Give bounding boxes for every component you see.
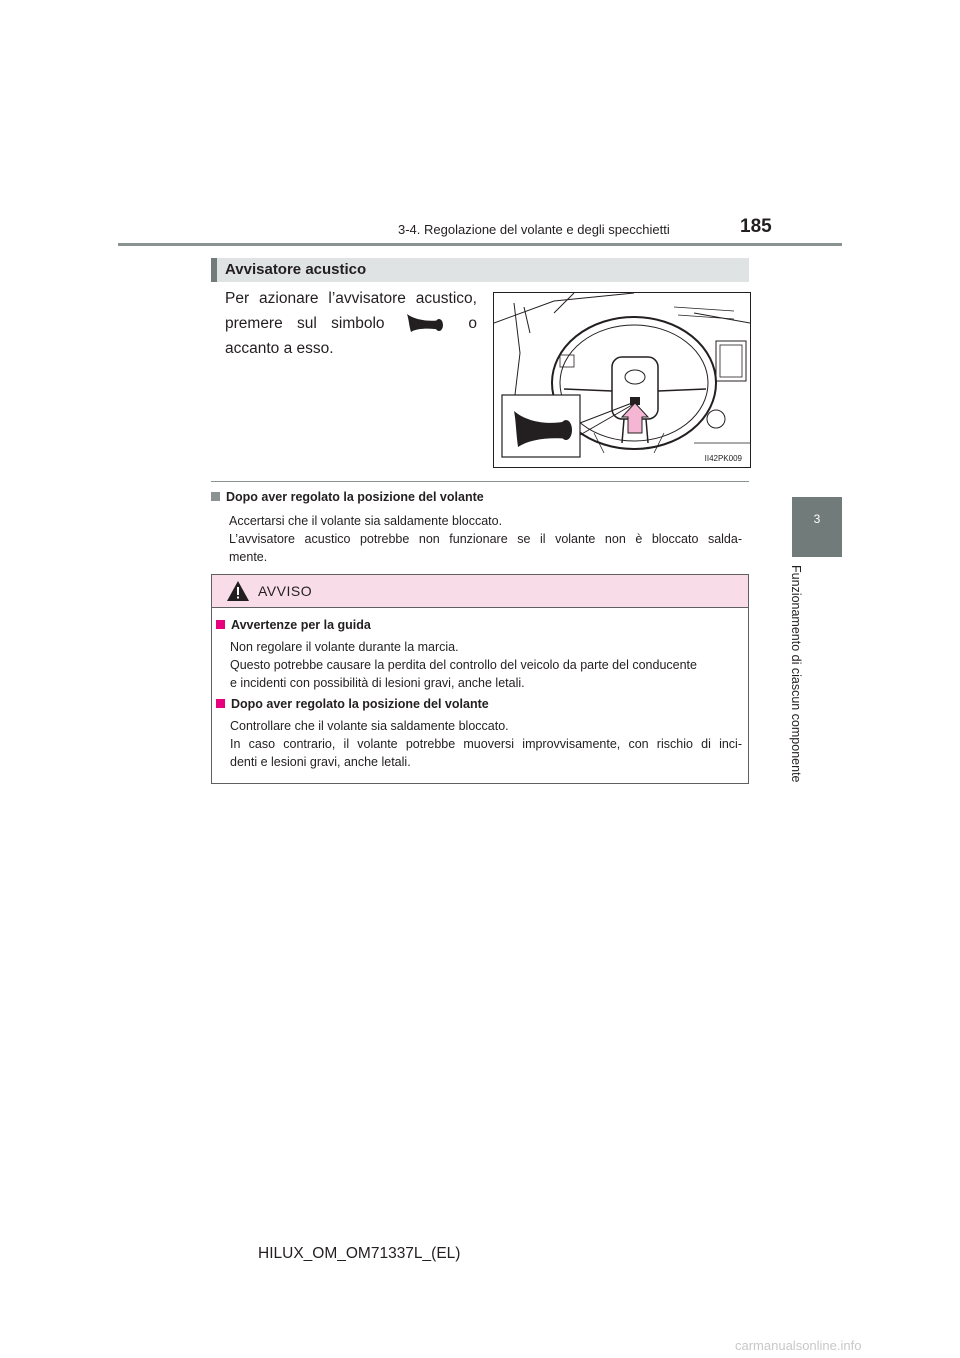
warning-line: denti e lesioni gravi, anche letali. — [230, 755, 411, 769]
section-title: Avvisatore acustico — [225, 261, 367, 278]
bullet-square-icon — [216, 699, 225, 708]
warning-item-title-text: Avvertenze per la guida — [231, 618, 371, 632]
chapter-label-wrap — [784, 565, 808, 795]
warning-triangle-icon — [226, 580, 250, 602]
section-rule — [211, 481, 749, 482]
intro-word: Per — [225, 290, 250, 307]
warning-item-title — [216, 697, 489, 711]
running-header-section: 3-4. Regolazione del volante e degli specchietti — [398, 222, 670, 237]
note-body — [229, 512, 742, 566]
intro-line-2-a: premere sul simbolo — [225, 314, 385, 332]
horn-icon — [397, 312, 455, 338]
chapter-label: Funzionamento di ciascun componente — [789, 565, 803, 783]
warning-line: e incidenti con possibilità di lesioni gravi, anche letali. — [230, 676, 525, 690]
document-code: HILUX_OM_OM71337L_(EL) — [258, 1245, 461, 1262]
note-title-text: Dopo aver regolato la posizione del volante — [226, 490, 484, 504]
warning-item-body — [230, 638, 742, 692]
header-rule — [118, 243, 842, 246]
warning-line: In caso contrario, il volante potrebbe muoversi improvvisamente, con rischio di inci- — [230, 737, 742, 751]
section-heading-bar — [211, 258, 217, 282]
warning-line: Controllare che il volante sia saldamente bloccato. — [230, 719, 509, 733]
warning-box — [211, 574, 749, 784]
warning-item-body — [230, 717, 742, 771]
warning-line: Questo potrebbe causare la perdita del controllo del veicolo da parte del conducente — [230, 658, 697, 672]
intro-line-2 — [225, 312, 477, 338]
note-line: L’avvisatore acustico potrebbe non funzionare se il volante non è bloccato salda- — [229, 532, 742, 546]
intro-word: l’avvisatore — [328, 290, 406, 307]
steering-wheel-figure — [493, 292, 751, 468]
note-line: mente. — [229, 550, 268, 564]
note-title — [211, 490, 484, 504]
intro-word: azionare — [259, 290, 319, 307]
watermark: carmanualsonline.info — [735, 1338, 862, 1353]
steering-wheel-illustration — [494, 293, 750, 467]
warning-header — [212, 575, 748, 608]
warning-item-title-text: Dopo aver regolato la posizione del volante — [231, 697, 489, 711]
bullet-square-icon — [216, 620, 225, 629]
chapter-tab — [792, 497, 842, 557]
warning-line: Non regolare il volante durante la marcia. — [230, 640, 459, 654]
warning-label: AVVISO — [258, 583, 313, 599]
chapter-number: 3 — [813, 512, 821, 526]
section-heading — [211, 258, 749, 282]
intro-paragraph — [225, 287, 477, 362]
page-number: 185 — [740, 216, 772, 237]
note-line: Accertarsi che il volante sia saldamente bloccato. — [229, 514, 503, 528]
warning-item-title — [216, 618, 371, 632]
figure-code: II42PK009 — [704, 454, 742, 463]
intro-line-2-b: o — [468, 314, 477, 332]
bullet-square-icon — [211, 492, 220, 501]
intro-word: acustico, — [415, 290, 477, 307]
intro-line-1 — [225, 287, 477, 312]
intro-line-3: accanto a esso. — [225, 340, 334, 357]
